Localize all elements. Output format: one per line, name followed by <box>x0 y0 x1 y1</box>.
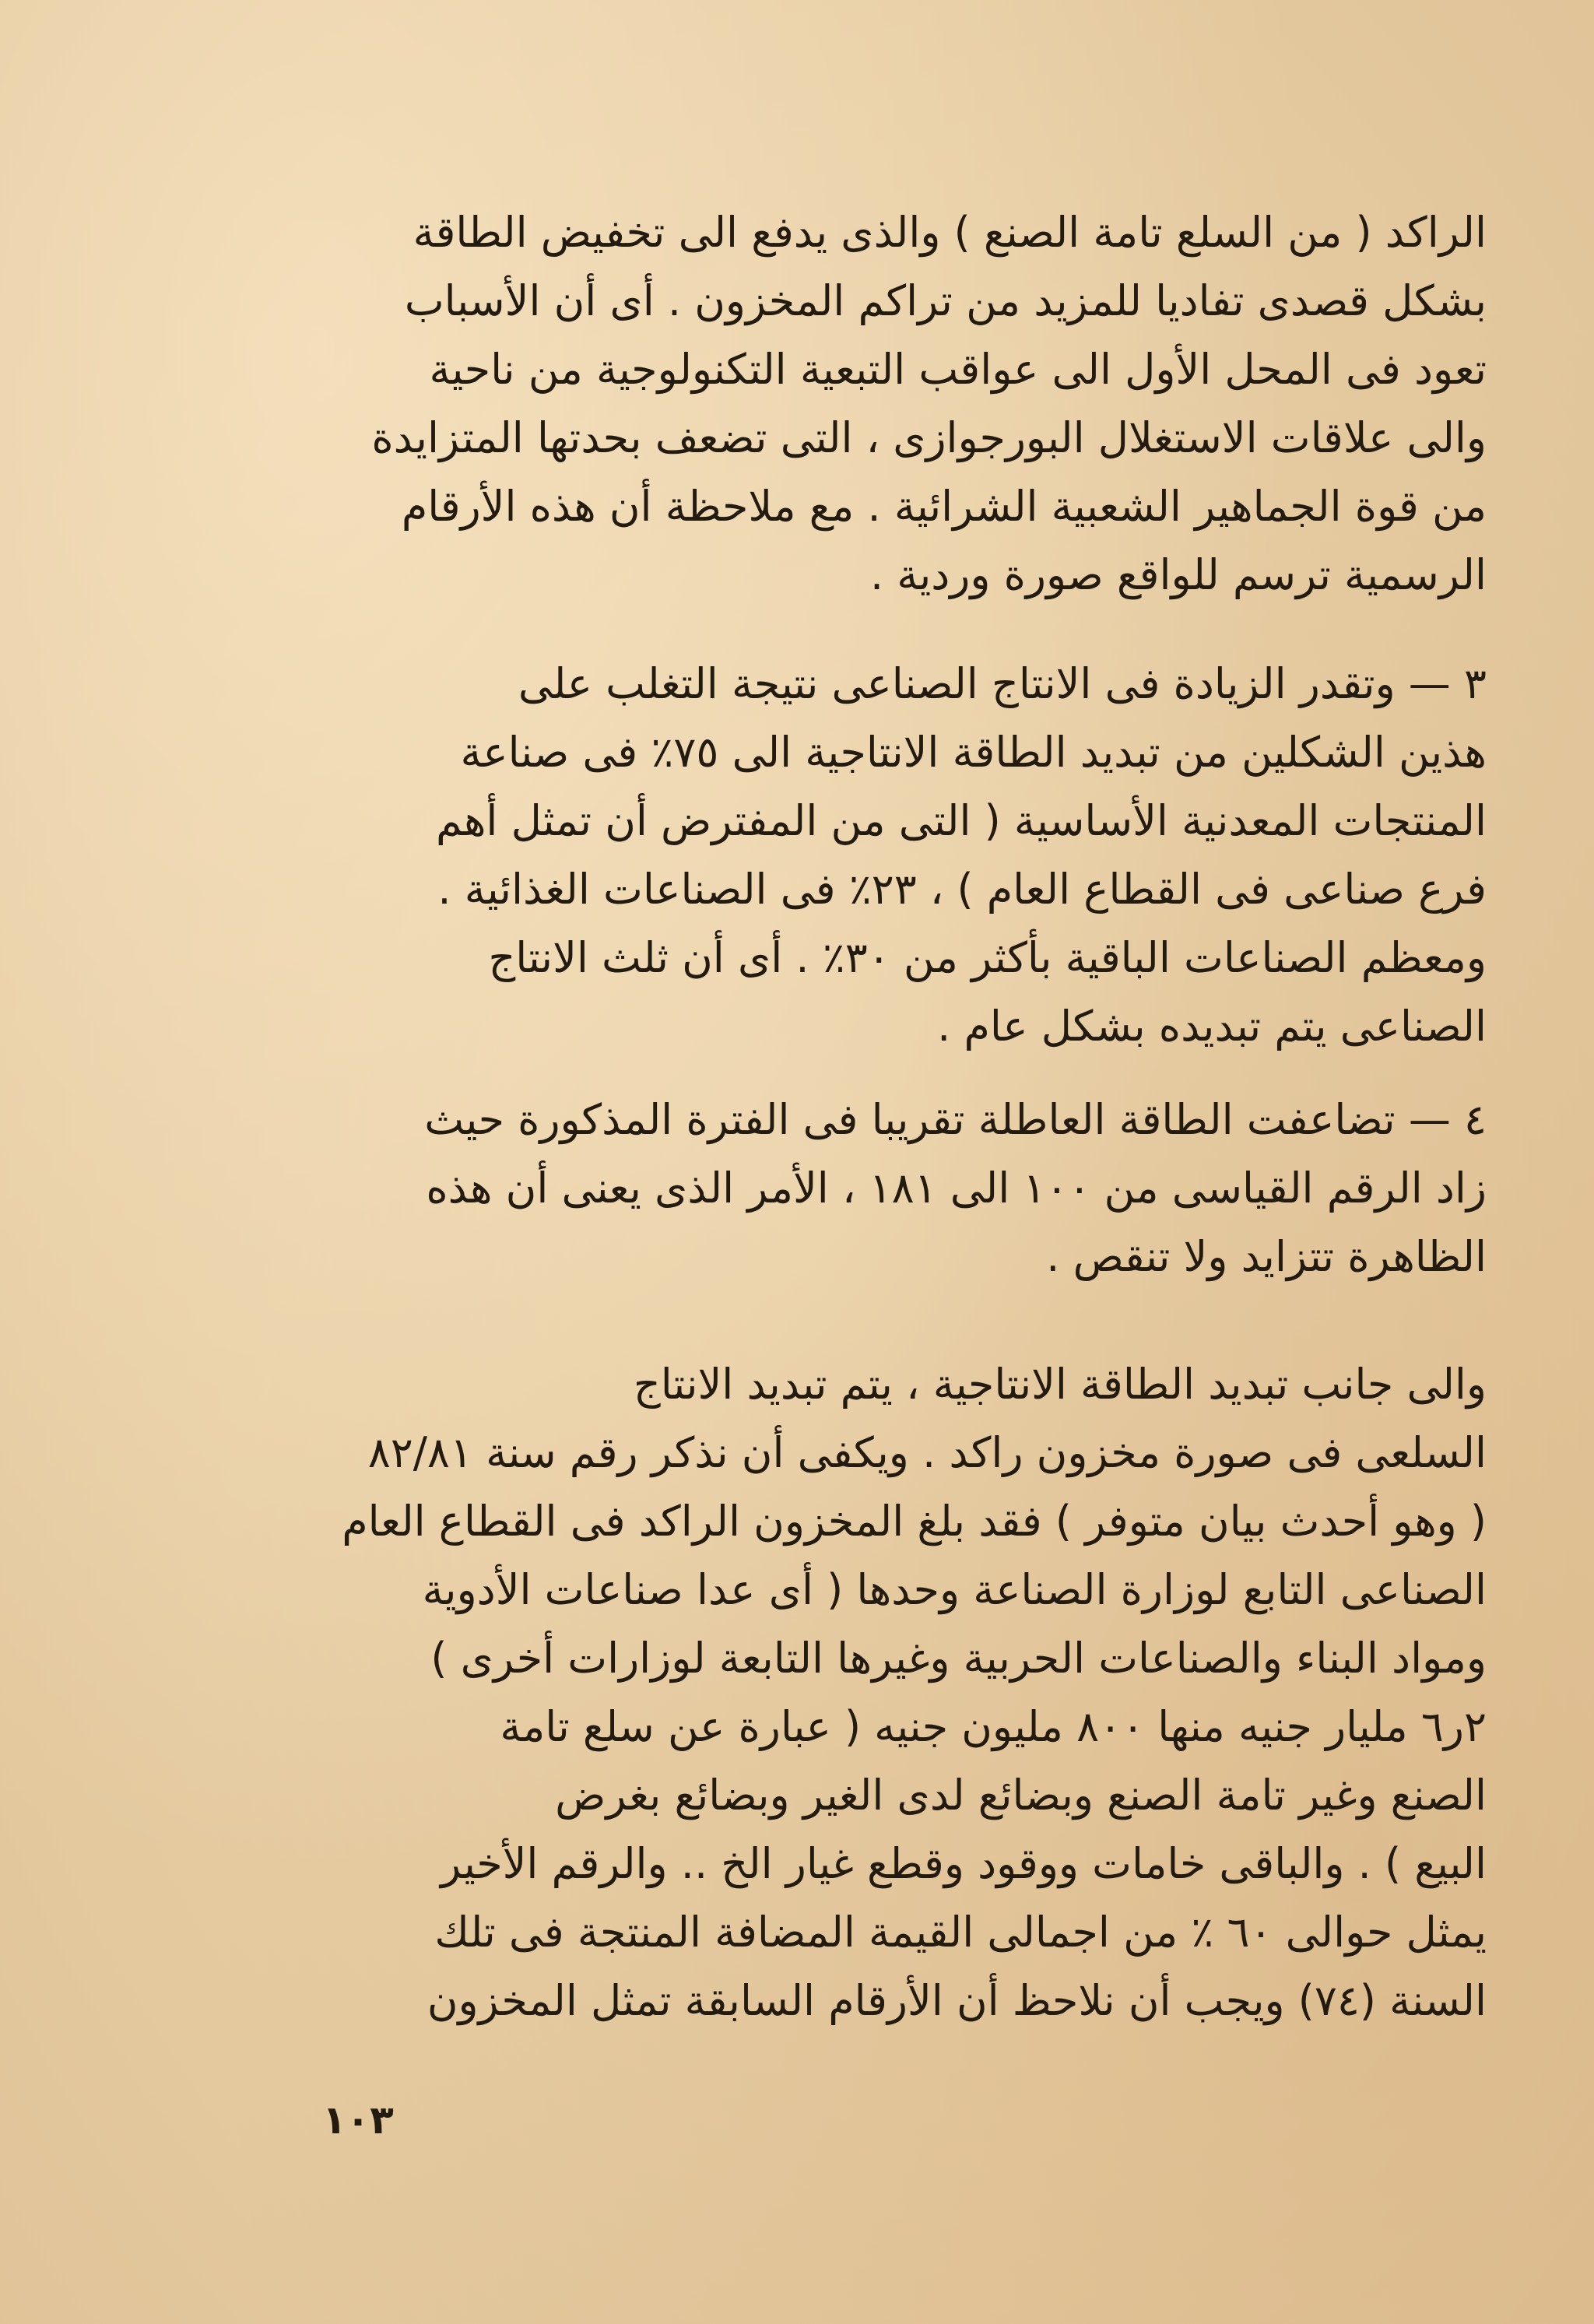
text-line: ٢ر٦ مليار جنيه منها ٨٠٠ مليون جنيه ( عبارة عن سلع تامة <box>500 1702 1487 1751</box>
paragraph-stagnant-stock-causes <box>226 198 1487 609</box>
paragraph-item-4 <box>226 1086 1487 1291</box>
text-line: الراكد ( من السلع تامة الصنع ) والذى يدفع الى تخفيض الطاقة <box>413 208 1487 257</box>
page-number: ١٠٣ <box>322 2098 394 2143</box>
text-line: ومعظم الصناعات الباقية بأكثر من ٣٠٪ . أى أن ثلث الانتاج <box>488 933 1487 982</box>
text-line: فرع صناعى فى القطاع العام ) ، ٢٣٪ فى الصناعات الغذائية . <box>437 865 1487 914</box>
text-line: زاد الرقم القياسى من ١٠٠ الى ١٨١ ، الأمر الذى يعنى أن هذه <box>426 1164 1487 1213</box>
paragraph-stagnant-stock-value <box>226 1350 1487 2035</box>
text-line: تعود فى المحل الأول الى عواقب التبعية التكنولوجية من ناحية <box>429 345 1487 394</box>
text-line: بشكل قصدى تفاديا للمزيد من تراكم المخزون . أى أن الأسباب <box>404 276 1487 325</box>
text-line: هذين الشكلين من تبديد الطاقة الانتاجية الى ٧٥٪ فى صناعة <box>460 728 1487 777</box>
text-line: الصناعى التابع لوزارة الصناعة وحدها ( أى عدا صناعات الأدوية <box>422 1565 1487 1614</box>
text-line: السنة (٧٤) ويجب أن نلاحظ أن الأرقام السابقة تمثل المخزون <box>427 1976 1487 2025</box>
text-line: ٤ — تضاعفت الطاقة العاطلة تقريبا فى الفترة المذكورة حيث <box>424 1095 1487 1144</box>
paragraph-item-3 <box>226 650 1487 1061</box>
text-line: الرسمية ترسم للواقع صورة وردية . <box>869 550 1487 599</box>
text-line: السلعى فى صورة مخزون راكد . ويكفى أن نذكر رقم سنة ٨٢/٨١ <box>367 1428 1487 1477</box>
text-line: والى علاقات الاستغلال البورجوازى ، التى تضعف بحدتها المتزايدة <box>371 413 1487 462</box>
text-line: البيع ) . والباقى خامات ووقود وقطع غيار الخ .. والرقم الأخير <box>441 1839 1487 1888</box>
text-line: الصناعى يتم تبديده بشكل عام . <box>937 1002 1487 1051</box>
text-line: من قوة الجماهير الشعبية الشرائية . مع ملاحظة أن هذه الأرقام <box>401 482 1487 531</box>
text-line: ( وهو أحدث بيان متوفر ) فقد بلغ المخزون الراكد فى القطاع العام <box>342 1497 1487 1546</box>
text-line: الصنع وغير تامة الصنع وبضائع لدى الغير وبضائع بغرض <box>555 1771 1487 1820</box>
text-line: الظاهرة تتزايد ولا تنقص . <box>1046 1232 1487 1281</box>
text-line: المنتجات المعدنية الأساسية ( التى من المفترض أن تمثل أهم <box>436 796 1487 845</box>
text-line: ٣ — وتقدر الزيادة فى الانتاج الصناعى نتيجة التغلب على <box>518 659 1487 708</box>
text-line: والى جانب تبديد الطاقة الانتاجية ، يتم تبديد الانتاج <box>633 1360 1487 1409</box>
text-line: ومواد البناء والصناعات الحربية وغيرها التابعة لوزارات أخرى ) <box>430 1634 1487 1683</box>
text-line: يمثل حوالى ٦٠ ٪ من اجمالى القيمة المضافة المنتجة فى تلك <box>434 1908 1487 1957</box>
